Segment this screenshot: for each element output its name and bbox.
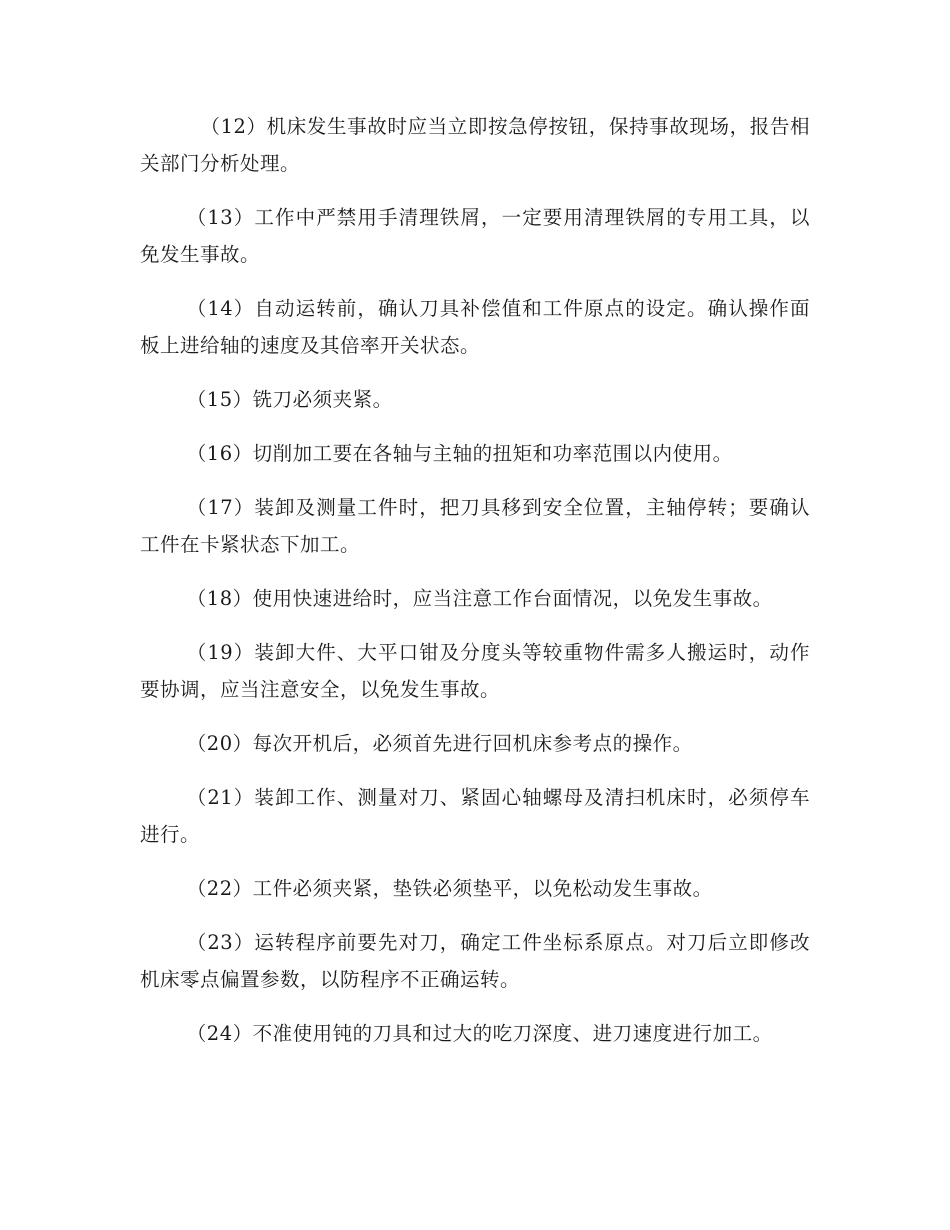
paragraph-14: （14）自动运转前，确认刀具补偿值和工件原点的设定。确认操作面板上进给轴的速度及其倍率开关状态。 bbox=[140, 297, 810, 357]
paragraph-23: （23）运转程序前要先对刀，确定工件坐标系原点。对刀后立即修改机床零点偏置参数，以防程序不正确运转。 bbox=[140, 931, 810, 991]
paragraph-18: （18）使用快速进给时，应当注意工作台面情况，以免发生事故。 bbox=[186, 587, 773, 610]
paragraph-13: （13）工作中严禁用手清理铁屑，一定要用清理铁屑的专用工具，以免发生事故。 bbox=[140, 206, 810, 266]
paragraph-20: （20）每次开机后，必须首先进行回机床参考点的操作。 bbox=[186, 732, 693, 755]
paragraph-22: （22）工件必须夹紧，垫铁必须垫平，以免松动发生事故。 bbox=[186, 877, 713, 900]
paragraph-16: （16）切削加工要在各轴与主轴的扭矩和功率范围以内使用。 bbox=[186, 442, 733, 465]
paragraph-19: （19）装卸大件、大平口钳及分度头等较重物件需多人搬运时，动作要协调，应当注意安全，以免发生事故。 bbox=[140, 641, 810, 701]
paragraph-21: （21）装卸工作、测量对刀、紧固心轴螺母及清扫机床时，必须停车进行。 bbox=[140, 786, 810, 846]
document-body bbox=[140, 108, 810, 1069]
paragraph-12: （12）机床发生事故时应当立即按急停按钮，保持事故现场，报告相关部门分析处理。 bbox=[140, 115, 810, 175]
paragraph-15: （15）铣刀必须夹紧。 bbox=[186, 388, 393, 411]
paragraph-17: （17）装卸及测量工件时，把刀具移到安全位置，主轴停转；要确认工件在卡紧状态下加工。 bbox=[140, 496, 810, 556]
paragraph-24: （24）不准使用钝的刀具和过大的吃刀深度、进刀速度进行加工。 bbox=[186, 1022, 773, 1045]
